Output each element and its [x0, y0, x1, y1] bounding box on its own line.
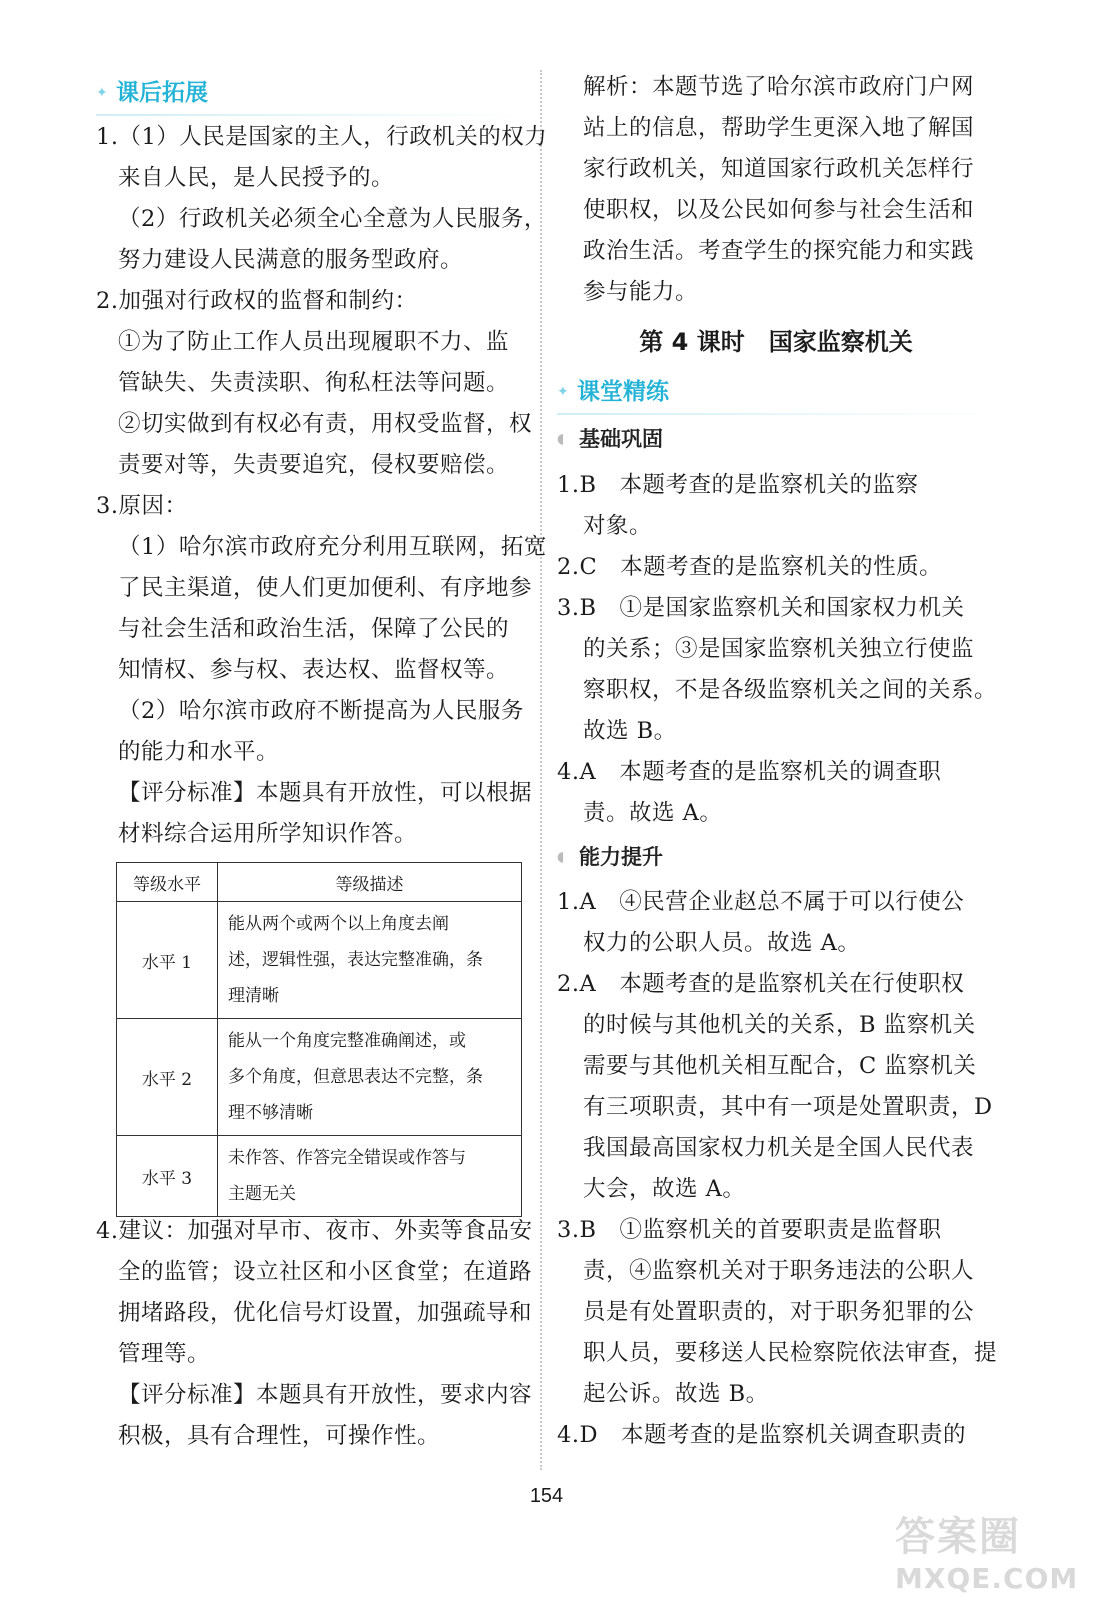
table-header-row [117, 863, 522, 902]
text-line: （2）行政机关必须全心全意为人民服务， [118, 206, 547, 232]
text-line: 权力的公职人员。故选 A。 [583, 930, 861, 956]
text-line: 责要对等，失责要追究，侵权要赔偿。 [118, 452, 510, 478]
text-line: 管理等。 [118, 1341, 211, 1367]
subheader-mark-icon: ◖ [557, 431, 565, 447]
text-line: 4.建议：加强对早市、夜市、外卖等食品安 [96, 1218, 533, 1244]
desc-line: 理清晰 [228, 986, 279, 1006]
text-line: 与社会生活和政治生活，保障了公民的 [118, 616, 510, 642]
section-header-homework: ✦ 课后拓展 [96, 76, 528, 110]
text-line: 职人员，要移送人民检察院依法审查，提 [583, 1340, 998, 1366]
text-line: 的能力和水平。 [118, 739, 280, 765]
desc-cell [218, 1136, 522, 1217]
text-line: ②切实做到有权必有责，用权受监督，权 [118, 411, 533, 437]
text-line: 责，④监察机关对于职务违法的公职人 [583, 1258, 975, 1284]
column-divider [540, 70, 542, 1470]
table-header-level: 等级水平 [117, 863, 218, 902]
desc-line: 理不够清晰 [228, 1103, 313, 1123]
text-line: 知情权、参与权、表达权、监督权等。 [118, 657, 510, 683]
text-line: 3.B ①监察机关的首要职责是监督职 [557, 1217, 942, 1243]
text-line: ①为了防止工作人员出现履职不力、监 [118, 329, 510, 355]
text-line: 使职权，以及公民如何参与社会生活和 [583, 197, 975, 223]
text-line: 我国最高国家权力机关是全国人民代表 [583, 1135, 975, 1161]
table-row [117, 902, 522, 1019]
text-line: 的关系；③是国家监察机关独立行使监 [583, 636, 975, 662]
level-cell: 水平 3 [117, 1136, 218, 1217]
table-row [117, 1136, 522, 1217]
text-line: 1.A ④民营企业赵总不属于可以行使公 [557, 889, 965, 915]
section-header-classroom: ✦ 课堂精练 [557, 375, 995, 409]
text-line: 有三项职责，其中有一项是处置职责，D [583, 1094, 993, 1120]
text-line: 故选 B。 [583, 718, 677, 744]
desc-line: 能从一个角度完整准确阐述，或 [228, 1031, 466, 1051]
text-line: 站上的信息，帮助学生更深入地了解国 [583, 115, 975, 141]
text-line: 2.C 本题考查的是监察机关的性质。 [557, 554, 943, 580]
text-line: 家行政机关，知道国家行政机关怎样行 [583, 156, 975, 182]
subheader-mark-icon: ◖ [557, 849, 565, 865]
level-cell: 水平 1 [117, 902, 218, 1019]
subheader-advanced: ◖ 能力提升 [557, 842, 663, 872]
text-line: 需要与其他机关相互配合，C 监察机关 [583, 1053, 977, 1079]
desc-line: 能从两个或两个以上角度去阐 [228, 914, 449, 934]
level-cell: 水平 2 [117, 1019, 218, 1136]
desc-line: 未作答、作答完全错误或作答与 [228, 1148, 466, 1168]
watermark-logo-text: 答案圈 [895, 1514, 1021, 1560]
text-line: （2）哈尔滨市政府不断提高为人民服务 [118, 698, 524, 724]
lesson-title: 第 4 课时 国家监察机关 [639, 328, 913, 356]
text-line: 大会，故选 A。 [583, 1176, 746, 1202]
text-line: 管缺失、失责渎职、徇私枉法等问题。 [118, 370, 510, 396]
text-line: 来自人民，是人民授予的。 [118, 165, 395, 191]
text-line: 1.B 本题考查的是监察机关的监察 [557, 472, 919, 498]
text-line: 4.D 本题考查的是监察机关调查职责的 [557, 1422, 967, 1448]
text-line: 全的监管；设立社区和小区食堂；在道路 [118, 1259, 533, 1285]
text-line: 3.B ①是国家监察机关和国家权力机关 [557, 595, 965, 621]
desc-cell [218, 1019, 522, 1136]
sparkle-icon: ✦ [96, 85, 108, 101]
text-line: 3.原因： [96, 493, 188, 519]
text-line: 4.A 本题考查的是监察机关的调查职 [557, 759, 942, 785]
table-header-desc: 等级描述 [218, 863, 522, 902]
text-line: 对象。 [583, 513, 653, 539]
text-line: 起公诉。故选 B。 [583, 1381, 769, 1407]
watermark [895, 1505, 1085, 1595]
text-line: 努力建设人民满意的服务型政府。 [118, 247, 464, 273]
text-line: 1.（1）人民是国家的主人，行政机关的权力 [96, 124, 548, 150]
watermark-url: MXQE.COM [895, 1562, 1079, 1595]
text-line: 【评分标准】本题具有开放性，要求内容 [118, 1382, 533, 1408]
table-row [117, 1019, 522, 1136]
sparkle-icon: ✦ [557, 384, 569, 400]
text-line: 解析：本题节选了哈尔滨市政府门户网 [583, 74, 975, 100]
desc-line: 述，逻辑性强，表达完整准确，条 [228, 950, 483, 970]
grading-table [116, 862, 522, 1217]
text-line: 参与能力。 [583, 279, 699, 305]
text-line: 员是有处置职责的，对于职务犯罪的公 [583, 1299, 975, 1325]
text-line: 2.A 本题考查的是监察机关在行使职权 [557, 971, 965, 997]
text-line: 政治生活。考查学生的探究能力和实践 [583, 238, 975, 264]
text-line: （1）哈尔滨市政府充分利用互联网，拓宽 [118, 534, 547, 560]
desc-line: 多个角度，但意思表达不完整，条 [228, 1067, 483, 1087]
text-line: 的时候与其他机关的关系，B 监察机关 [583, 1012, 976, 1038]
text-line: 积极，具有合理性，可操作性。 [118, 1423, 441, 1449]
page-number: 154 [529, 1485, 564, 1507]
text-line: 2.加强对行政权的监督和制约： [96, 288, 418, 314]
subheader-basic: ◖ 基础巩固 [557, 424, 663, 454]
text-line: 察职权，不是各级监察机关之间的关系。 [583, 677, 998, 703]
text-line: 【评分标准】本题具有开放性，可以根据 [118, 780, 533, 806]
desc-cell [218, 902, 522, 1019]
text-line: 责。故选 A。 [583, 800, 723, 826]
text-line: 材料综合运用所学知识作答。 [118, 821, 418, 847]
desc-line: 主题无关 [228, 1184, 296, 1204]
text-line: 拥堵路段，优化信号灯设置，加强疏导和 [118, 1300, 533, 1326]
text-line: 了民主渠道，使人们更加便利、有序地参 [118, 575, 533, 601]
